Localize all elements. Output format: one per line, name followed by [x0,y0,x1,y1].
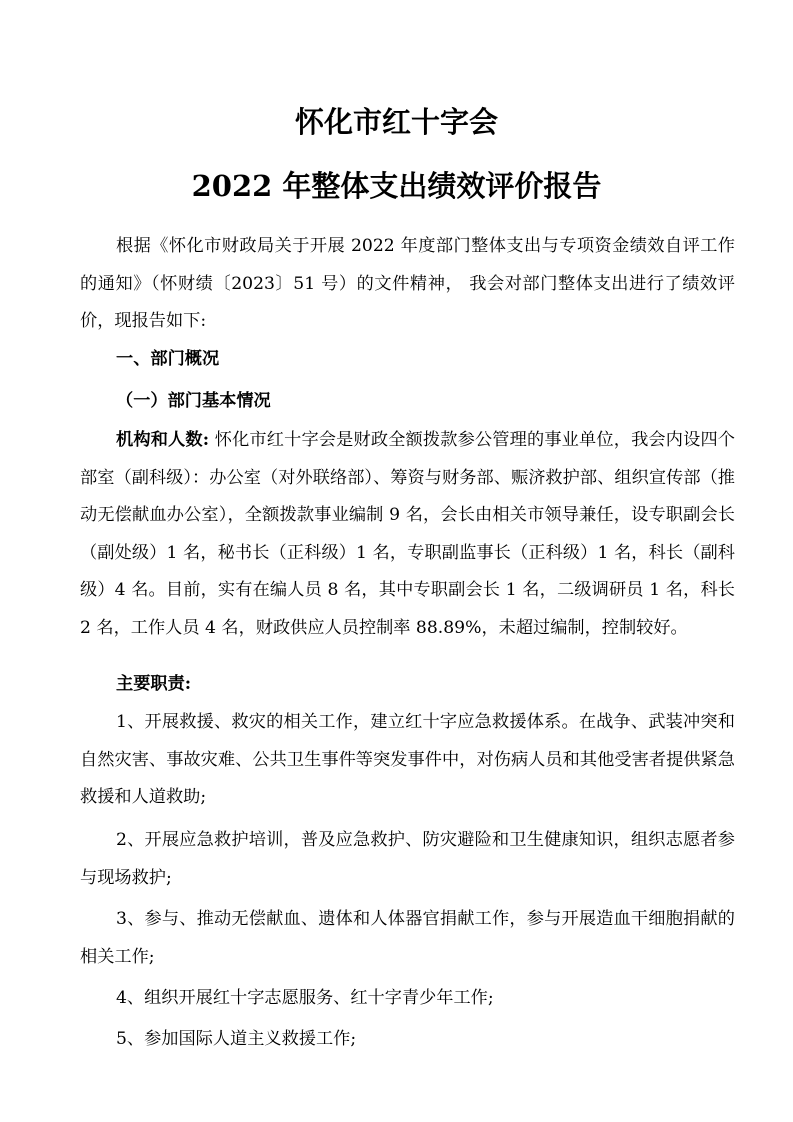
section-heading-overview: 一、部门概况 [116,349,220,369]
duties-heading: 主要职责: [116,674,192,694]
org-lead-label: 机构和人数: [116,430,210,450]
duty-item-2: 2、开展应急救护培训，普及应急救护、防灾避险和卫生健康知识，组织志愿者参与现场救护; [80,830,735,888]
duty-item-3: 3、参与、推动无偿献血、遗体和人体器官捐献工作，参与开展造血干细胞捐献的相关工作; [80,909,735,967]
document-title: 怀化市红十字会 [294,105,498,139]
intro-paragraph: 根据《怀化市财政局关于开展 2022 年度部门整体支出与专项资金绩效自评工作的通知》（怀财绩〔2023〕51 号）的文件精神， 我会对部门整体支出进行了绩效评价，现报告如下: [80,236,735,331]
duty-item-5: 5、参加国际人道主义救援工作; [116,1029,357,1049]
org-paragraph [80,422,735,647]
duty-item-4: 4、组织开展红十字志愿服务、红十字青少年工作; [116,988,494,1008]
duty-item-1: 1、开展救援、救灾的相关工作，建立红十字应急救援体系。在战争、武装冲突和自然灾害、事故灾难、公共卫生事件等突发事件中，对伤病人员和其他受害者提供紧急救援和人道救助; [80,712,735,807]
subsection-heading-basic-info: （一）部门基本情况 [116,391,271,411]
document-subtitle: 2022 年整体支出绩效评价报告 [191,169,602,203]
org-paragraph-text: 怀化市红十字会是财政全额拨款参公管理的事业单位，我会内设四个部室（副科级）：办公室（对外联络部）、筹资与财务部、赈济救护部、组织宣传部（推动无偿献血办公室），全额拨款事业编制 9 名，会长由相关市领导兼任，设专职副会长（副处级）1 名，秘书长（正科级）1 名，专职副监事长（正科级）1 名，科长（副科级）4 名。目前，实有在编人员 8 名，其中专职副会长 1 名，二级调研员 1 名，科长 2 名，工作人员 4 名，财政供应人员控制率 88.89%，未超过编制，控制较好。 [80,430,735,638]
